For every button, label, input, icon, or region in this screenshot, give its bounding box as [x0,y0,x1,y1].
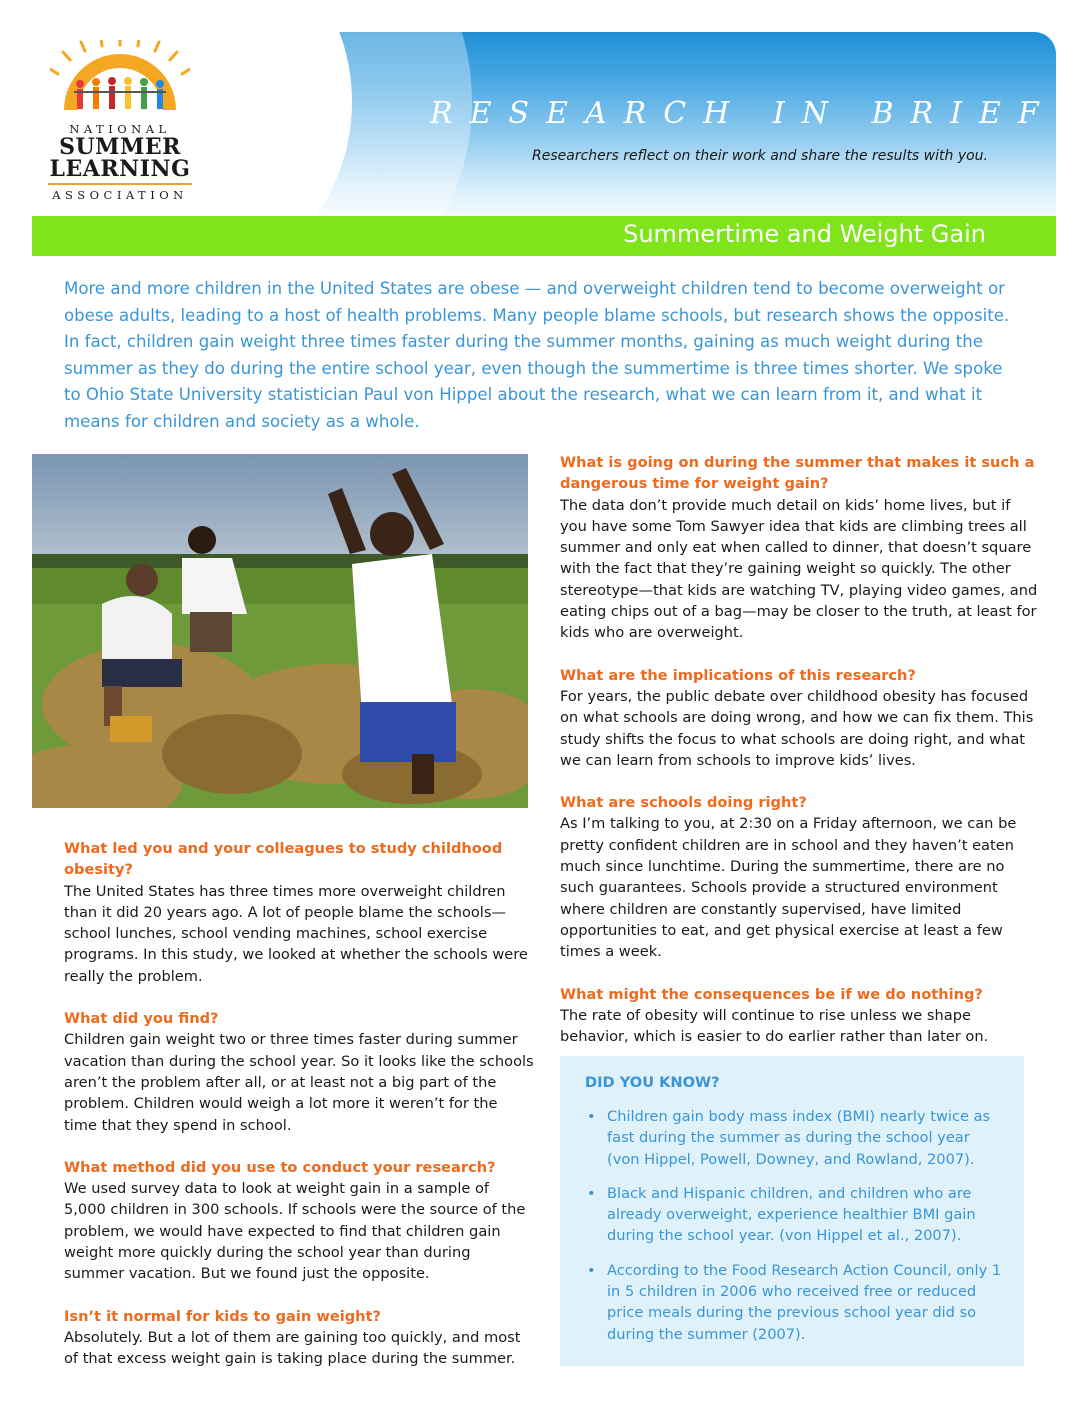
logo-line-learning: LEARNING [49,156,191,182]
answer-text: The data don’t provide much detail on kids’ home lives, but if you have some Tom Sawyer idea that kids are climbing trees all summer and only eat when called to dinner, that doesn’t square with the fact that they’re gaining weight so quickly. The other stereotype—that kids are watching TV, playing video games, and eating chips out of a bag—may be closer to the truth, at least for kids who are overweight. [560,496,1038,642]
sun-people-logo-icon [50,40,190,120]
question-heading: Isn’t it normal for kids to gain weight? [64,1307,382,1325]
bullet-icon: • [587,1108,596,1125]
did-you-know-callout [560,1056,1024,1366]
bullet-icon: • [587,1261,596,1279]
question-heading: What method did you use to conduct your research? [64,1158,496,1176]
intro-paragraph: More and more children in the United States are obese — and overweight children tend to become overweight or obese adults, leading to a host of health problems. Many people blame schools, but research shows the opposite. In fact, children gain weight three times faster during the summer months, gaining as much weight during the summer as they do during the entire school year, even though the summertime is three times shorter. We spoke to Ohio State University statistician Paul von Hippel about the research, what we can learn from it, and what it means for children and society as a whole. [64,279,1010,431]
nsla-logo [40,40,200,208]
answer-text: The rate of obesity will continue to rise unless we shape behavior, which is easier to do earlier rather than later on. [560,1006,989,1046]
question-heading: What are schools doing right? [560,794,807,812]
qa-block [64,838,534,987]
answer-text: We used survey data to look at weight gain in a sample of 5,000 children in 300 schools. If schools were the source of the problem, we would have expected to find that children gain weight more quickly during the school year than during summer vacation. But we found just the opposite. [64,1180,526,1283]
photo-illustration [32,454,528,808]
logo-line-summer: SUMMER [59,134,181,160]
logo-rule [48,183,192,185]
list-item [585,1106,1005,1170]
question-heading: What led you and your colleagues to study childhood obesity? [64,840,503,879]
answer-text: As I’m talking to you, at 2:30 on a Friday afternoon, we can be pretty confident children are in school and they haven’t eaten much since lunchtime. During the summertime, there are no such guarantees. Schools provide a structured environment where children are constantly supervised, have limited opportunities to eat, and get physical exercise at least a few times a week. [560,815,1017,961]
question-heading: What did you find? [64,1010,219,1028]
did-you-know-list [585,1106,1005,1358]
article-title: Summertime and Weight Gain [623,220,986,248]
list-item [585,1183,1005,1247]
qa-block [560,792,1040,962]
answer-text: The United States has three times more overweight children than it did 20 years ago. A lot of people blame the schools—school lunches, school vending machines, school exercise programs. In this study, we looked at whether the schools were really the problem. [64,882,528,985]
fact-text: Black and Hispanic children, and children who are already overweight, experience healthier BMI gain during the school year. (von Hippel et al., 2007). [607,1184,976,1245]
bullet-icon: • [587,1184,596,1202]
series-subtitle: Researchers reflect on their work and share the results with you. [532,148,988,164]
answer-text: For years, the public debate over childhood obesity has focused on what schools are doing wrong, and how we can fix them. This study shifts the focus to what schools are doing right, and what we can learn from schools to improve kids’ lives. [560,687,1034,769]
qa-block [560,665,1040,771]
left-column [64,838,534,1391]
qa-block [560,984,1040,1048]
series-title: RESEARCH IN BRIEF [430,96,1056,131]
qa-block [64,1008,534,1136]
fact-text: According to the Food Research Action Council, only 1 in 5 children in 2006 who received free or reduced price meals during the previous school year did so during the summer (2007). [607,1261,1002,1343]
did-you-know-title: DID YOU KNOW? [585,1074,720,1091]
logo-wordmark [40,122,200,202]
list-item [585,1260,1005,1345]
qa-block [64,1306,534,1370]
question-heading: What is going on during the summer that makes it such a dangerous time for weight gain? [560,454,1035,493]
logo-line-association: ASSOCIATION [52,188,188,202]
question-heading: What might the consequences be if we do nothing? [560,985,983,1003]
logo-line-national: NATIONAL [69,122,171,136]
article-title-bar [32,216,1056,256]
answer-text: Absolutely. But a lot of them are gaining too quickly, and most of that excess weight gain is taking place during the summer. [64,1328,521,1368]
answer-text: Children gain weight two or three times faster during summer vacation than during the school year. So it looks like the schools aren’t the problem after all, or at least not a big part of the problem. Children would weigh a lot more it weren’t for the time that they spend in school. [64,1031,534,1134]
question-heading: What are the implications of this research? [560,666,916,684]
children-playing-photo [32,454,528,808]
qa-block [64,1157,534,1285]
qa-block [560,452,1040,644]
fact-text: Children gain body mass index (BMI) nearly twice as fast during the summer as during the school year (von Hippel, Powell, Downey, and Rowland, 2007). [607,1108,991,1168]
right-column [560,452,1040,1068]
